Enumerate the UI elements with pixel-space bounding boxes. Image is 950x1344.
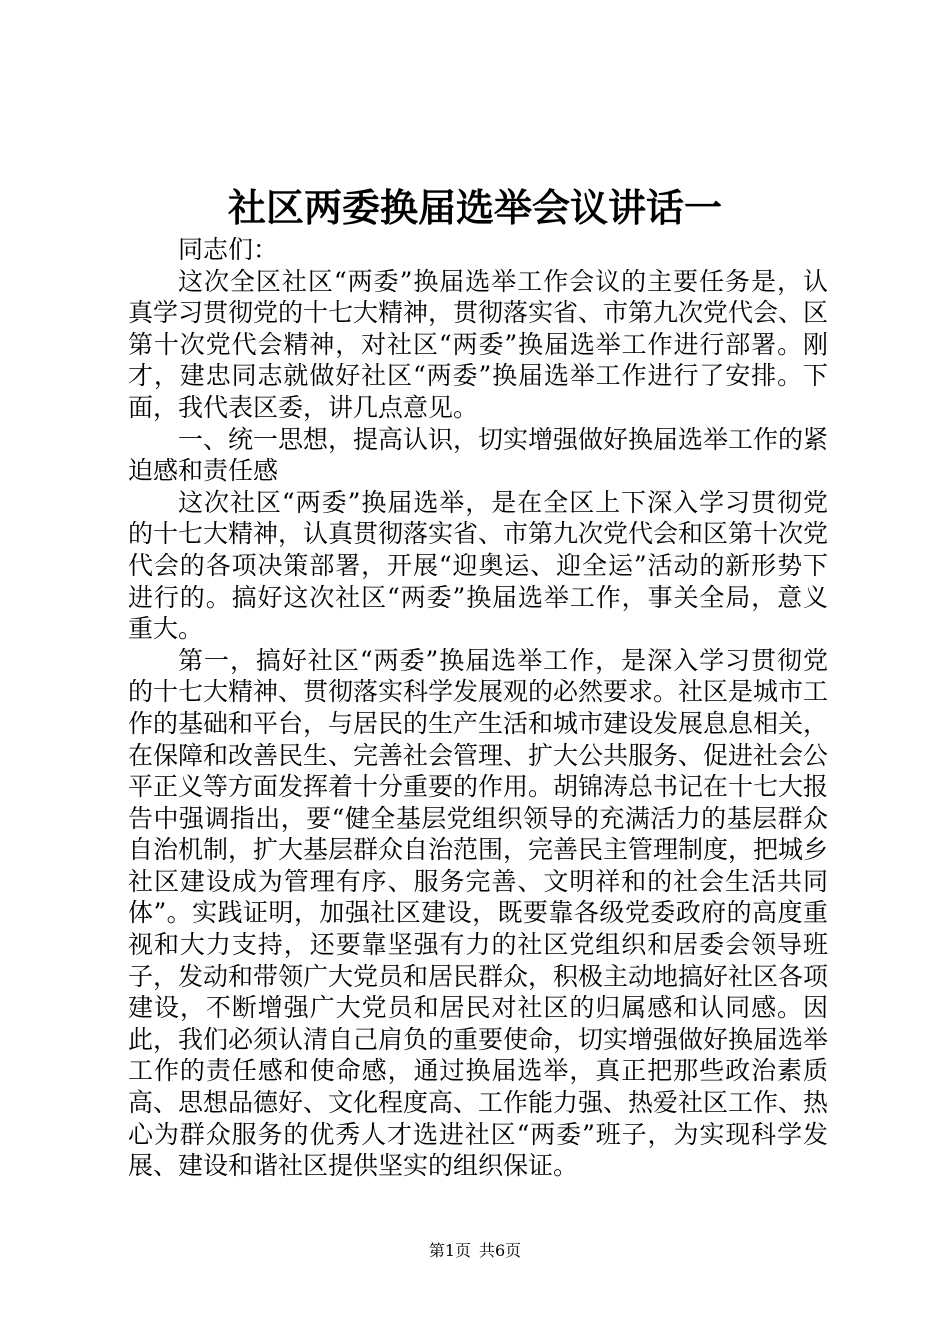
salutation: 同志们： [178,235,279,264]
page-total: 共6页 [479,1241,522,1260]
paragraph: 第一，搞好社区“两委”换届选举工作，是深入学习贯彻党的十七大精神、贯彻落实科学发展观的必然要求。社区是城市工作的基础和平台，与居民的生产生活和城市建设发展息息相关，在保障和改善民生、完善社会管理、扩大公共服务、促进社会公平正义等方面发挥着十分重要的作用。胡锦涛总书记在十七大报告中强调指出，要“健全基层党组织领导的充满活力的基层群众自治机制，扩大基层群众自治范围，完善民主管理制度，把城乡社区建设成为管理有序、服务完善、文明祥和的社会生活共同体”。实践证明，加强社区建设，既要靠各级党委政府的高度重视和大力支持，还要靠坚强有力的社区党组织和居委会领导班子，发动和带领广大党员和居民群众，积极主动地搞好社区各项建设，不断增强广大党员和居民对社区的归属感和认同感。因此，我们必须认清自己肩负的重要使命，切实增强做好换届选举工作的责任感和使命感，通过换届选举，真正把那些政治素质高、思想品德好、文化程度高、工作能力强、热爱社区工作、热心为群众服务的优秀人才选进社区“两委”班子，为实现科学发展、建设和谐社区提供坚实的组织保证。 [128,645,829,1181]
page-number: 第1页 [428,1241,471,1260]
document-body [128,234,828,1182]
section-heading: 一、统一思想，提高认识，切实增强做好换届选举工作的紧迫感和责任感 [128,424,829,486]
page-footer [0,1240,950,1262]
paragraph: 这次全区社区“两委”换届选举工作会议的主要任务是，认真学习贯彻党的十七大精神，贯彻落实省、市第九次党代会、区第十次党代会精神，对社区“两委”换届选举工作进行部署。刚才，建忠同志就做好社区“两委”换届选举工作进行了安排。下面，我代表区委，讲几点意见。 [128,266,829,422]
document-title: 社区两委换届选举会议讲话一 [227,185,722,230]
paragraph: 这次社区“两委”换届选举，是在全区上下深入学习贯彻党的十七大精神，认真贯彻落实省、市第九次党代会和区第十次党代会的各项决策部署，开展“迎奥运、迎全运”活动的新形势下进行的。搞好这次社区“两委”换届选举工作，事关全局，意义重大。 [128,487,829,644]
